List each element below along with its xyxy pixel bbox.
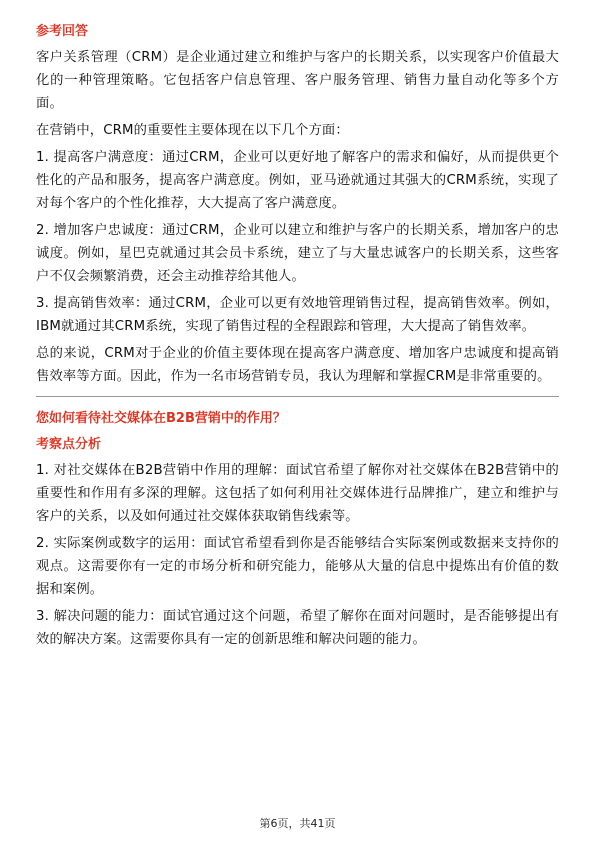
- analysis-heading: 考察点分析: [36, 437, 102, 452]
- page-content: [36, 22, 559, 655]
- answer-paragraph: 客户关系管理（CRM）是企业通过建立和维护与客户的长期关系，以实现客户价值最大化的一种管理策略。它包括客户信息管理、客户服务管理、销售力量自动化等多个方面。: [36, 50, 559, 111]
- reference-answer-heading: 参考回答: [36, 24, 89, 39]
- section-divider: [36, 396, 559, 397]
- page-number: 第6页，共41页: [259, 817, 336, 830]
- answer-paragraph: 在营销中，CRM的重要性主要体现在以下几个方面：: [36, 123, 349, 138]
- analysis-paragraph: 3. 解决问题的能力：面试官通过这个问题，希望了解你在面对问题时，是否能够提出有效的解决方案。这需要你具有一定的创新思维和解决问题的能力。: [36, 609, 559, 647]
- analysis-paragraph: 2. 实际案例或数字的运用：面试官希望看到你是否能够结合实际案例或数据来支持你的观点。这需要你有一定的市场分析和研究能力，能够从大量的信息中提炼出有价值的数据和案例。: [36, 536, 559, 597]
- analysis-paragraph: 1. 对社交媒体在B2B营销中作用的理解：面试官希望了解你对社交媒体在B2B营销中的重要性和作用有多深的理解。这包括了如何利用社交媒体进行品牌推广，建立和维护与客户的关系，以及如何通过社交媒体获取销售线索等。: [36, 463, 559, 524]
- answer-paragraph: 2. 增加客户忠诚度：通过CRM，企业可以建立和维护与客户的长期关系，增加客户的忠诚度。例如，星巴克就通过其会员卡系统，建立了与大量忠诚客户的长期关系，这些客户不仅会频繁消费，还会主动推荐给其他人。: [36, 223, 559, 284]
- answer-paragraph: 总的来说，CRM对于企业的价值主要体现在提高客户满意度、增加客户忠诚度和提高销售效率等方面。因此，作为一名市场营销专员，我认为理解和掌握CRM是非常重要的。: [36, 346, 559, 384]
- answer-paragraph: 1. 提高客户满意度：通过CRM，企业可以更好地了解客户的需求和偏好，从而提供更个性化的产品和服务，提高客户满意度。例如，亚马逊就通过其强大的CRM系统，实现了对每个客户的个性化推荐，大大提高了客户满意度。: [36, 150, 559, 211]
- answer-paragraph: 3. 提高销售效率：通过CRM，企业可以更有效地管理销售过程，提高销售效率。例如，IBM就通过其CRM系统，实现了销售过程的全程跟踪和管理，大大提高了销售效率。: [36, 296, 559, 334]
- question-title: 您如何看待社交媒体在B2B营销中的作用？: [36, 411, 286, 426]
